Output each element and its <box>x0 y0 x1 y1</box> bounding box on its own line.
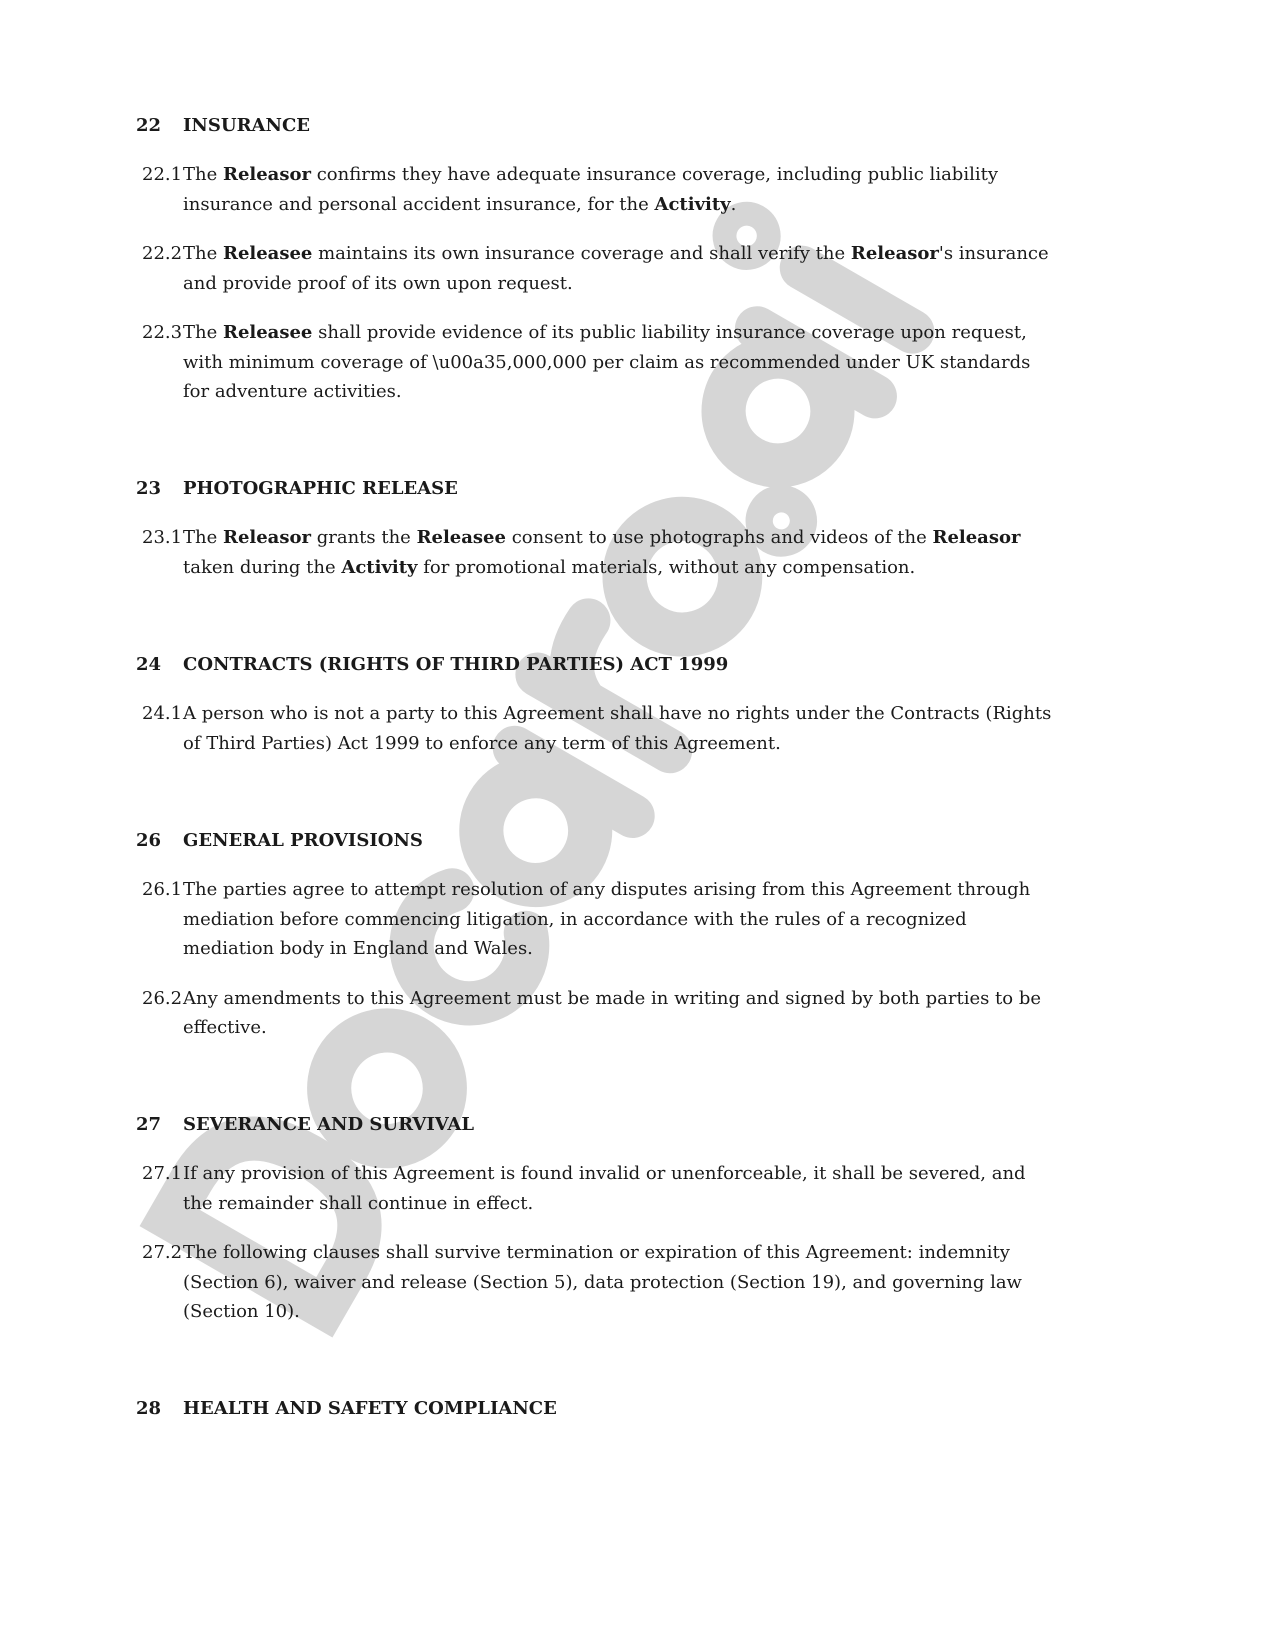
text-line <box>183 1189 1026 1219</box>
text-line <box>183 160 998 190</box>
text-line <box>183 377 1030 407</box>
clause-23.1 <box>0 523 1275 582</box>
text-line <box>183 318 1030 348</box>
text-line <box>183 348 1030 378</box>
text-line <box>183 1238 1022 1268</box>
text-segment: The parties agree to attempt resolution of any disputes arising from this Agreement through <box>183 879 1031 900</box>
defined-term: Releasee <box>416 527 506 548</box>
text-line <box>183 190 998 220</box>
section-23 <box>0 474 1275 582</box>
text-segment: The <box>183 243 223 264</box>
text-segment: The <box>183 527 223 548</box>
section-24 <box>0 650 1275 758</box>
clause-text <box>183 318 1030 407</box>
text-segment: for promotional materials, without any compensation. <box>417 556 916 578</box>
section-title: INSURANCE <box>183 115 310 136</box>
defined-term: Releasor <box>850 243 939 264</box>
text-segment: (Section 10). <box>183 1301 300 1322</box>
clause-22.1 <box>0 160 1275 219</box>
clause-number: 27.1 <box>142 1163 183 1184</box>
section-heading <box>0 826 1275 855</box>
clause-number: 22.2 <box>142 243 183 264</box>
defined-term: Releasor <box>932 527 1021 548</box>
text-segment: 's insurance <box>938 243 1049 264</box>
text-line <box>183 1297 1022 1327</box>
clause-27.1 <box>0 1159 1275 1218</box>
clause-text <box>183 1238 1022 1327</box>
section-heading <box>0 650 1275 679</box>
clause-22.2 <box>0 239 1275 298</box>
text-line <box>183 523 1020 553</box>
defined-term: Releasor <box>222 527 311 548</box>
text-line <box>183 269 1049 299</box>
text-line <box>183 699 1051 729</box>
section-heading <box>0 1110 1275 1139</box>
clause-number: 26.1 <box>142 879 183 900</box>
clause-text <box>183 523 1020 582</box>
clause-text <box>183 984 1041 1043</box>
clause-text <box>183 875 1030 964</box>
watermark-glyph <box>515 748 633 816</box>
text-line <box>183 1159 1026 1189</box>
section-heading <box>0 111 1275 140</box>
text-segment: (Section 6), waiver and release (Section 5), data protection (Section 19), and governing law <box>183 1271 1022 1293</box>
text-segment: with minimum coverage of \u00a35,000,000 per claim as recommended under UK standards <box>183 351 1031 373</box>
section-heading <box>0 474 1275 503</box>
clause-number: 22.1 <box>142 164 183 185</box>
clause-22.3 <box>0 318 1275 407</box>
clause-number: 27.2 <box>142 1242 183 1263</box>
section-number: 27 <box>135 1114 161 1135</box>
clause-text <box>183 699 1051 758</box>
clause-text <box>183 239 1049 298</box>
defined-term: Activity <box>341 556 418 578</box>
clause-text <box>183 160 998 219</box>
section-28 <box>0 1394 1275 1423</box>
clause-27.2 <box>0 1238 1275 1327</box>
text-segment: mediation before commencing litigation, in accordance with the rules of a recognized <box>183 908 967 930</box>
text-segment: mediation body in England and Wales. <box>183 938 533 959</box>
defined-term: Activity <box>654 193 731 215</box>
text-segment: for adventure activities. <box>183 381 402 402</box>
text-line <box>183 984 1041 1014</box>
defined-term: Releasor <box>222 164 311 185</box>
text-segment: of Third Parties) Act 1999 to enforce any term of this Agreement. <box>183 732 781 754</box>
section-title: PHOTOGRAPHIC RELEASE <box>183 478 458 499</box>
section-title: HEALTH AND SAFETY COMPLIANCE <box>183 1398 557 1419</box>
clause-26.1 <box>0 875 1275 964</box>
text-segment: If any provision of this Agreement is found invalid or unenforceable, it shall be severed, and <box>183 1163 1026 1184</box>
section-title: SEVERANCE AND SURVIVAL <box>183 1114 474 1135</box>
clause-number: 26.2 <box>142 987 183 1009</box>
text-segment: confirms they have adequate insurance coverage, including public liability <box>310 164 998 185</box>
section-27 <box>0 1110 1275 1327</box>
clause-text <box>183 1159 1026 1218</box>
section-number: 28 <box>135 1398 161 1419</box>
text-line <box>183 1013 1041 1043</box>
text-line <box>183 239 1049 269</box>
text-line <box>183 1268 1022 1298</box>
text-segment: The following clauses shall survive termination or expiration of this Agreement: indemnity <box>183 1242 1010 1263</box>
section-22 <box>0 111 1275 407</box>
text-segment: the remainder shall continue in effect. <box>183 1192 534 1214</box>
section-title: CONTRACTS (RIGHTS OF THIRD PARTIES) ACT 1999 <box>183 654 729 675</box>
text-segment: Any amendments to this Agreement must be made in writing and signed by both parties to be <box>183 987 1042 1009</box>
section-26 <box>0 826 1275 1043</box>
text-line <box>183 934 1030 964</box>
clause-26.2 <box>0 984 1275 1043</box>
text-segment: . <box>730 193 737 215</box>
section-number: 24 <box>135 654 161 675</box>
section-heading <box>0 1394 1275 1423</box>
text-line <box>183 553 1020 583</box>
text-segment: taken during the <box>183 556 342 578</box>
text-segment: grants the <box>310 527 417 548</box>
text-line <box>183 905 1030 935</box>
text-segment: maintains its own insurance coverage and shall verify the <box>312 243 851 264</box>
section-number: 22 <box>135 115 161 136</box>
section-number: 26 <box>135 830 161 851</box>
text-segment: shall provide evidence of its public liability insurance coverage upon request, <box>312 322 1027 343</box>
clause-number: 24.1 <box>142 703 183 724</box>
text-segment: effective. <box>183 1017 267 1038</box>
clause-number: 22.3 <box>142 322 183 343</box>
section-number: 23 <box>135 478 161 499</box>
defined-term: Releasee <box>222 322 313 343</box>
clause-24.1 <box>0 699 1275 758</box>
text-segment: consent to use photographs and videos of the <box>505 527 933 548</box>
text-segment: and provide proof of its own upon request. <box>183 272 573 294</box>
clause-number: 23.1 <box>142 527 183 548</box>
text-line <box>183 729 1051 759</box>
text-segment: The <box>183 164 223 185</box>
text-segment: The <box>183 322 223 343</box>
defined-term: Releasee <box>222 243 313 264</box>
text-line <box>183 875 1030 905</box>
text-segment: insurance and personal accident insurance, for the <box>183 193 655 215</box>
text-segment: A person who is not a party to this Agreement shall have no rights under the Contracts (Rights <box>183 703 1052 724</box>
section-title: GENERAL PROVISIONS <box>183 830 423 851</box>
